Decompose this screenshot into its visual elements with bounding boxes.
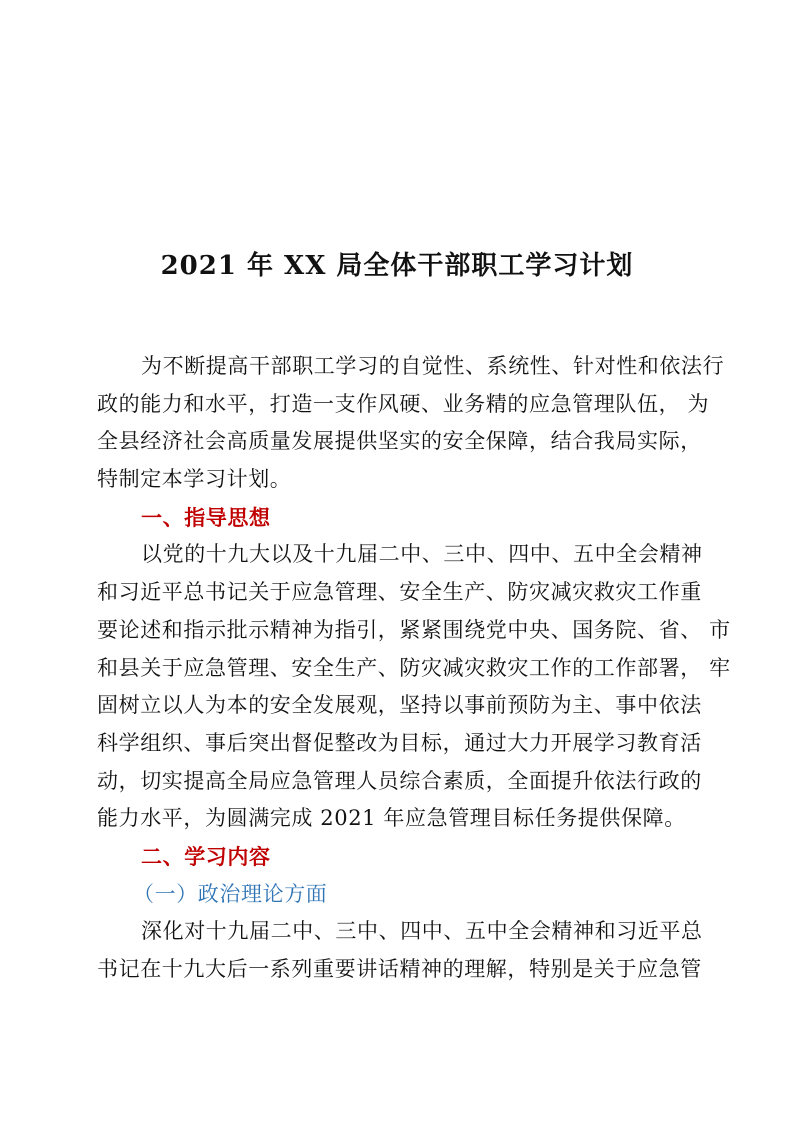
section-heading-guiding-ideology: 一、指导思想 [141,504,271,530]
subsection-heading-political-theory: （一）政治理论方面 [133,881,328,906]
section1-line: 要论述和指示批示精神为指引，紧紧围绕党中央、国务院、省、 市 [97,617,731,642]
subsection1-line: 书记在十九大后一系列重要讲话精神的理解，特别是关于应急管 [97,957,702,981]
section1-line: 固树立以人为本的安全发展观，坚持以事前预防为主、事中依法 [97,693,702,718]
intro-line: 为不断提高干部职工学习的自觉性、系统性、针对性和依法行 [141,354,725,378]
intro-line: 政的能力和水平，打造一支作风硬、业务精的应急管理队伍， 为 [97,391,710,416]
section1-line: 和习近平总书记关于应急管理、安全生产、防灾减灾救灾工作重 [97,580,702,605]
section-heading-learning-content: 二、学习内容 [141,843,271,869]
document-body [97,348,731,989]
document-title: 2021 年 XX 局全体干部职工学习计划 [160,251,634,281]
intro-line: 特制定本学习计划。 [97,467,292,492]
subsection1-line: 深化对十九届二中、三中、四中、五中全会精神和习近平总 [141,919,703,944]
section1-line: 动，切实提高全局应急管理人员综合素质，全面提升依法行政的 [97,768,702,793]
section1-line: 和县关于应急管理、安全生产、防灾减灾救灾工作的工作部署， 牢 [97,655,731,680]
intro-line: 全县经济社会高质量发展提供坚实的安全保障，结合我局实际， [97,429,702,454]
section1-line: 科学组织、事后突出督促整改为目标，通过大力开展学习教育活 [97,730,702,755]
section1-line: 以党的十九大以及十九届二中、三中、四中、五中全会精神 [141,542,703,567]
section1-line: 能力水平，为圆满完成 2021 年应急管理目标任务提供保障。 [97,806,686,831]
